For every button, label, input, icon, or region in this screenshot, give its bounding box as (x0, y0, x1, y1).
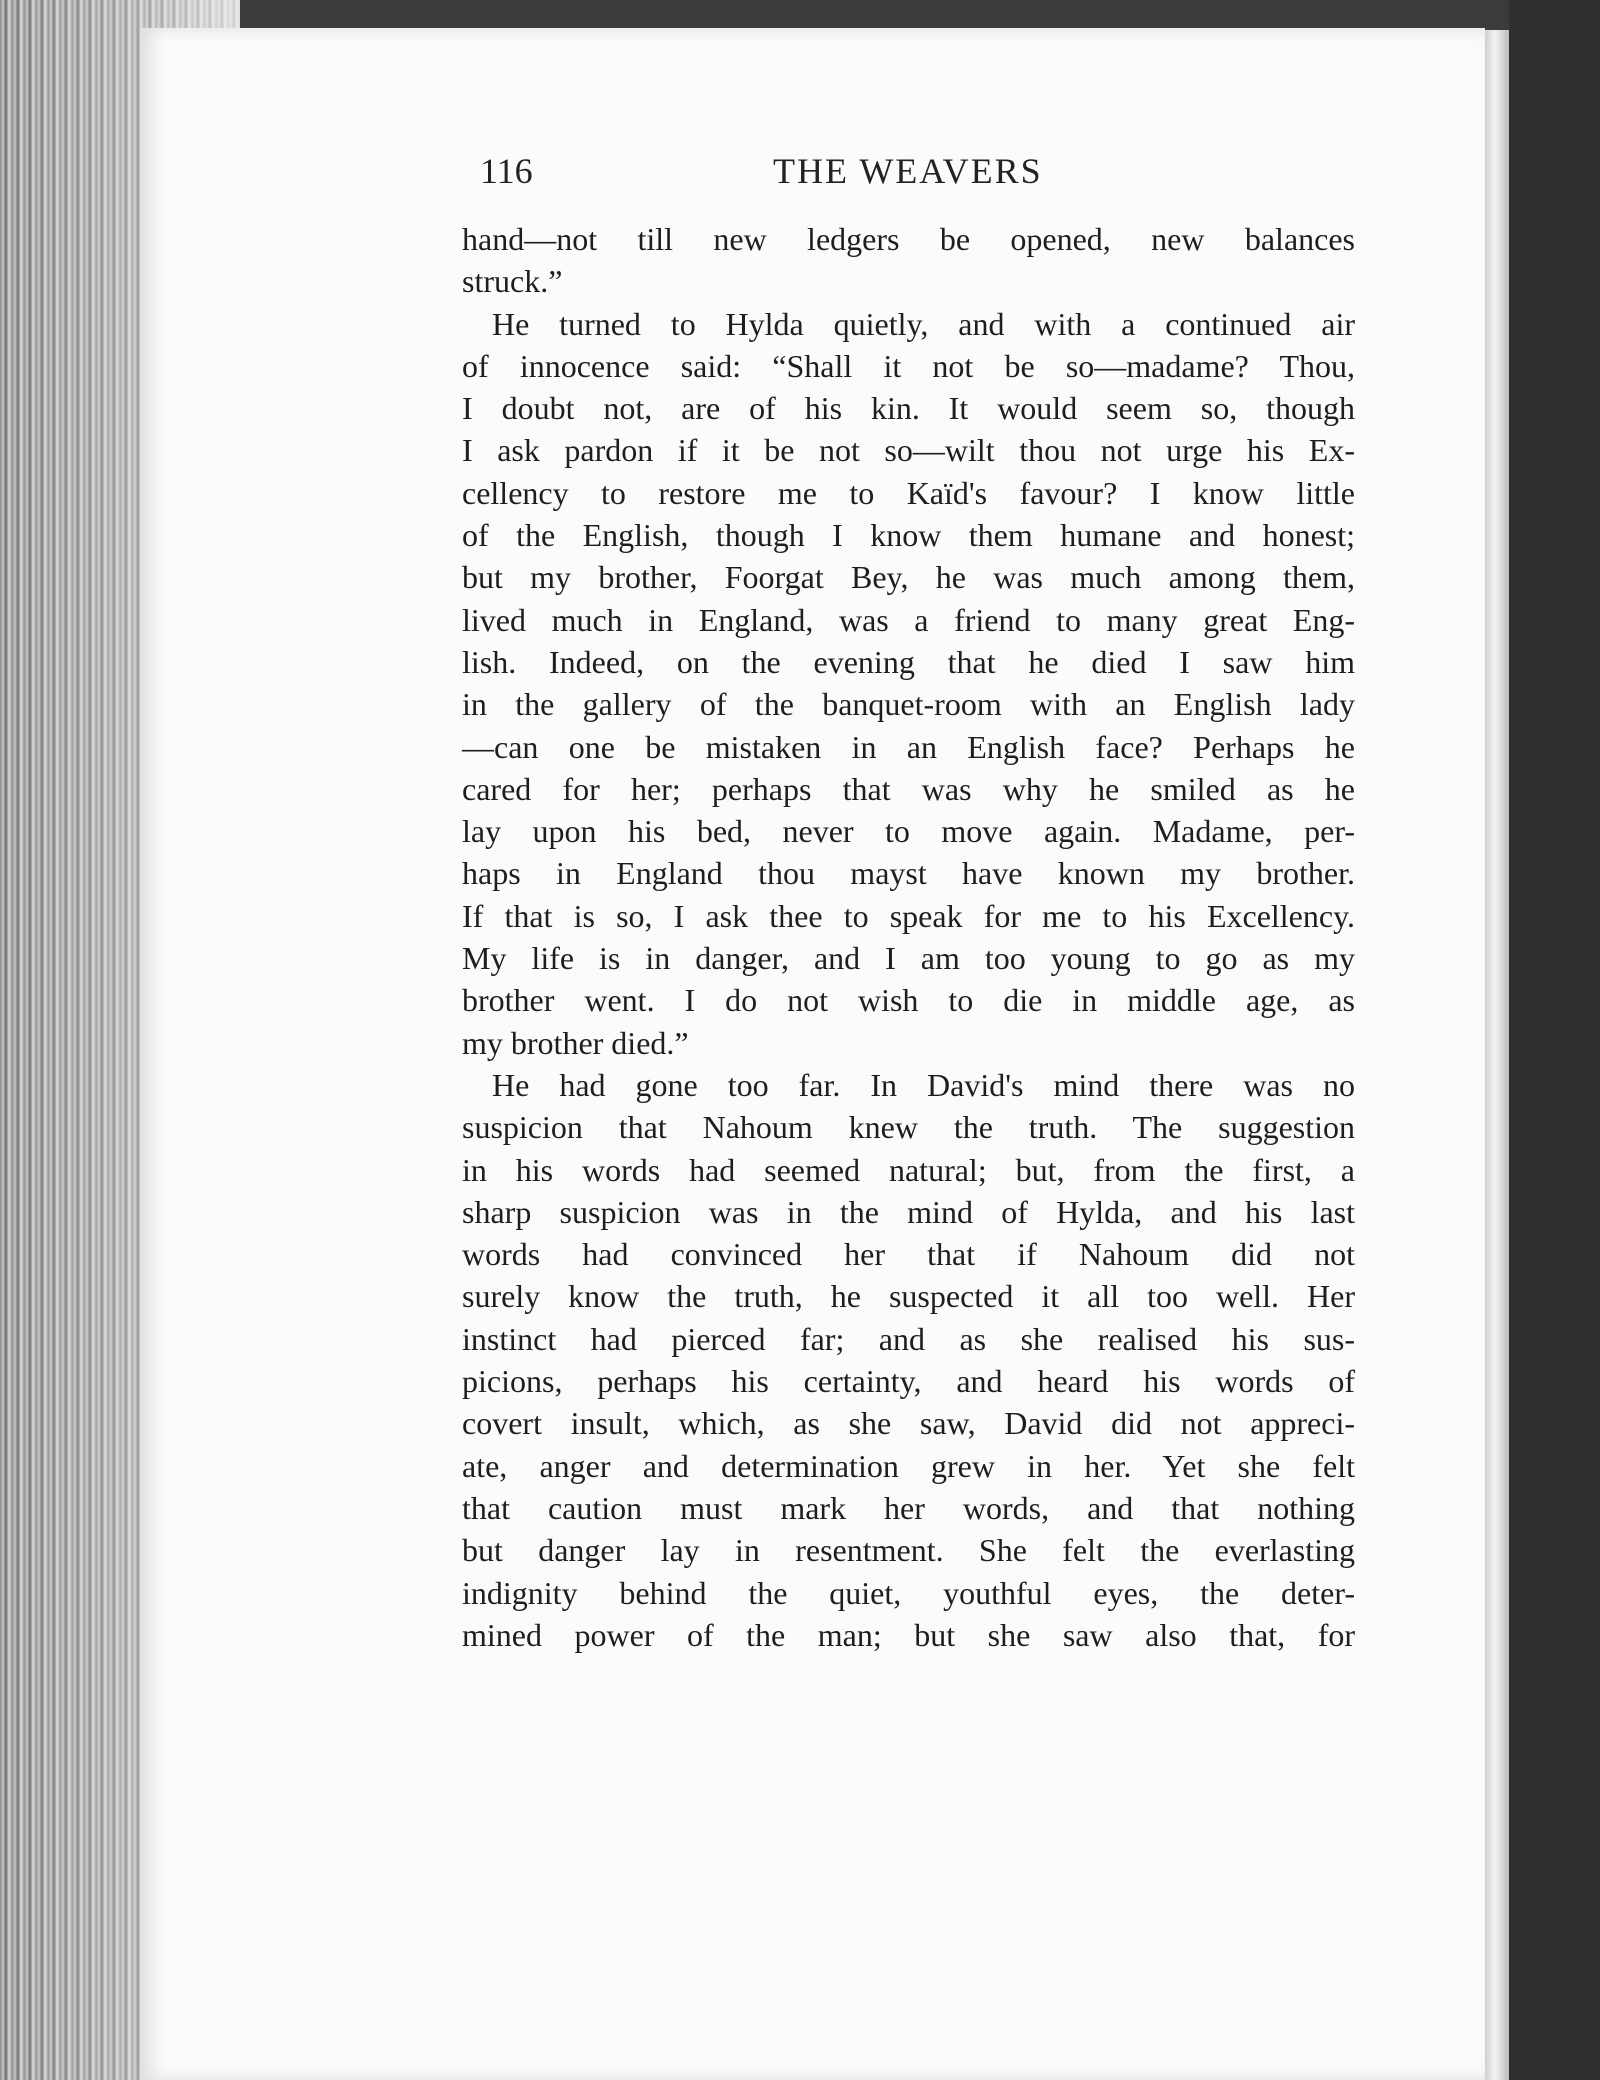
text-line: cellency to restore me to Kaïd's favour? I know little (462, 474, 1355, 511)
text-line: my brother died.” (462, 1024, 689, 1061)
right-margin-dark (1509, 0, 1600, 2080)
text-line: sharp suspicion was in the mind of Hylda, and his last (462, 1193, 1355, 1230)
text-line: suspicion that Nahoum knew the truth. The suggestion (462, 1109, 1355, 1146)
text-line: in the gallery of the banquet-room with an English lady (462, 686, 1355, 723)
text-line: hand—not till new ledgers be opened, new balances (462, 221, 1355, 257)
text-line: indignity behind the quiet, youthful eyes, the deter- (462, 1574, 1355, 1611)
text-line: instinct had pierced far; and as she realised his sus- (462, 1320, 1355, 1357)
text-line: mined power of the man; but she saw also that, for (462, 1616, 1355, 1653)
text-line: He had gone too far. In David's mind there was no (492, 1066, 1355, 1103)
text-line: covert insult, which, as she saw, David did not appreci- (462, 1405, 1355, 1442)
text-line: struck.” (462, 263, 563, 300)
text-line: ate, anger and determination grew in her. Yet she felt (462, 1447, 1355, 1484)
text-line: He turned to Hylda quietly, and with a continued air (492, 305, 1355, 342)
text-line: —can one be mistaken in an English face? Perhaps he (462, 728, 1355, 765)
page-number: 116 (480, 151, 533, 191)
text-line: I ask pardon if it be not so—wilt thou not urge his Ex- (462, 432, 1355, 469)
page-header (480, 150, 1360, 200)
text-line: surely know the truth, he suspected it all too well. Her (462, 1278, 1355, 1315)
body-text (462, 218, 1355, 1656)
text-line: but danger lay in resentment. She felt the everlasting (462, 1532, 1355, 1569)
text-line: cared for her; perhaps that was why he smiled as he (462, 770, 1355, 807)
text-line: of innocence said: “Shall it not be so—madame? Thou, (462, 347, 1355, 384)
text-line: My life is in danger, and I am too young to go as my (462, 940, 1355, 977)
text-line: lay upon his bed, never to move again. Madame, per- (462, 813, 1355, 850)
text-line: lish. Indeed, on the evening that he died I saw him (462, 643, 1355, 680)
next-page-edge (1485, 30, 1509, 2080)
text-line: but my brother, Foorgat Bey, he was much among them, (462, 559, 1355, 596)
text-line: that caution must mark her words, and that nothing (462, 1489, 1355, 1526)
text-line: If that is so, I ask thee to speak for me to his Excellency. (462, 897, 1355, 934)
text-line: brother went. I do not wish to die in middle age, as (462, 982, 1355, 1019)
text-line: in his words had seemed natural; but, from the first, a (462, 1151, 1355, 1188)
text-line: words had convinced her that if Nahoum did not (462, 1236, 1355, 1273)
text-line: I doubt not, are of his kin. It would seem so, though (462, 390, 1355, 427)
running-head: THE WEAVERS (773, 151, 1043, 191)
text-line: haps in England thou mayst have known my brother. (462, 855, 1355, 892)
text-line: picions, perhaps his certainty, and heard his words of (462, 1363, 1355, 1400)
text-line: lived much in England, was a friend to many great Eng- (462, 601, 1355, 638)
text-line: of the English, though I know them humane and honest; (462, 517, 1355, 554)
